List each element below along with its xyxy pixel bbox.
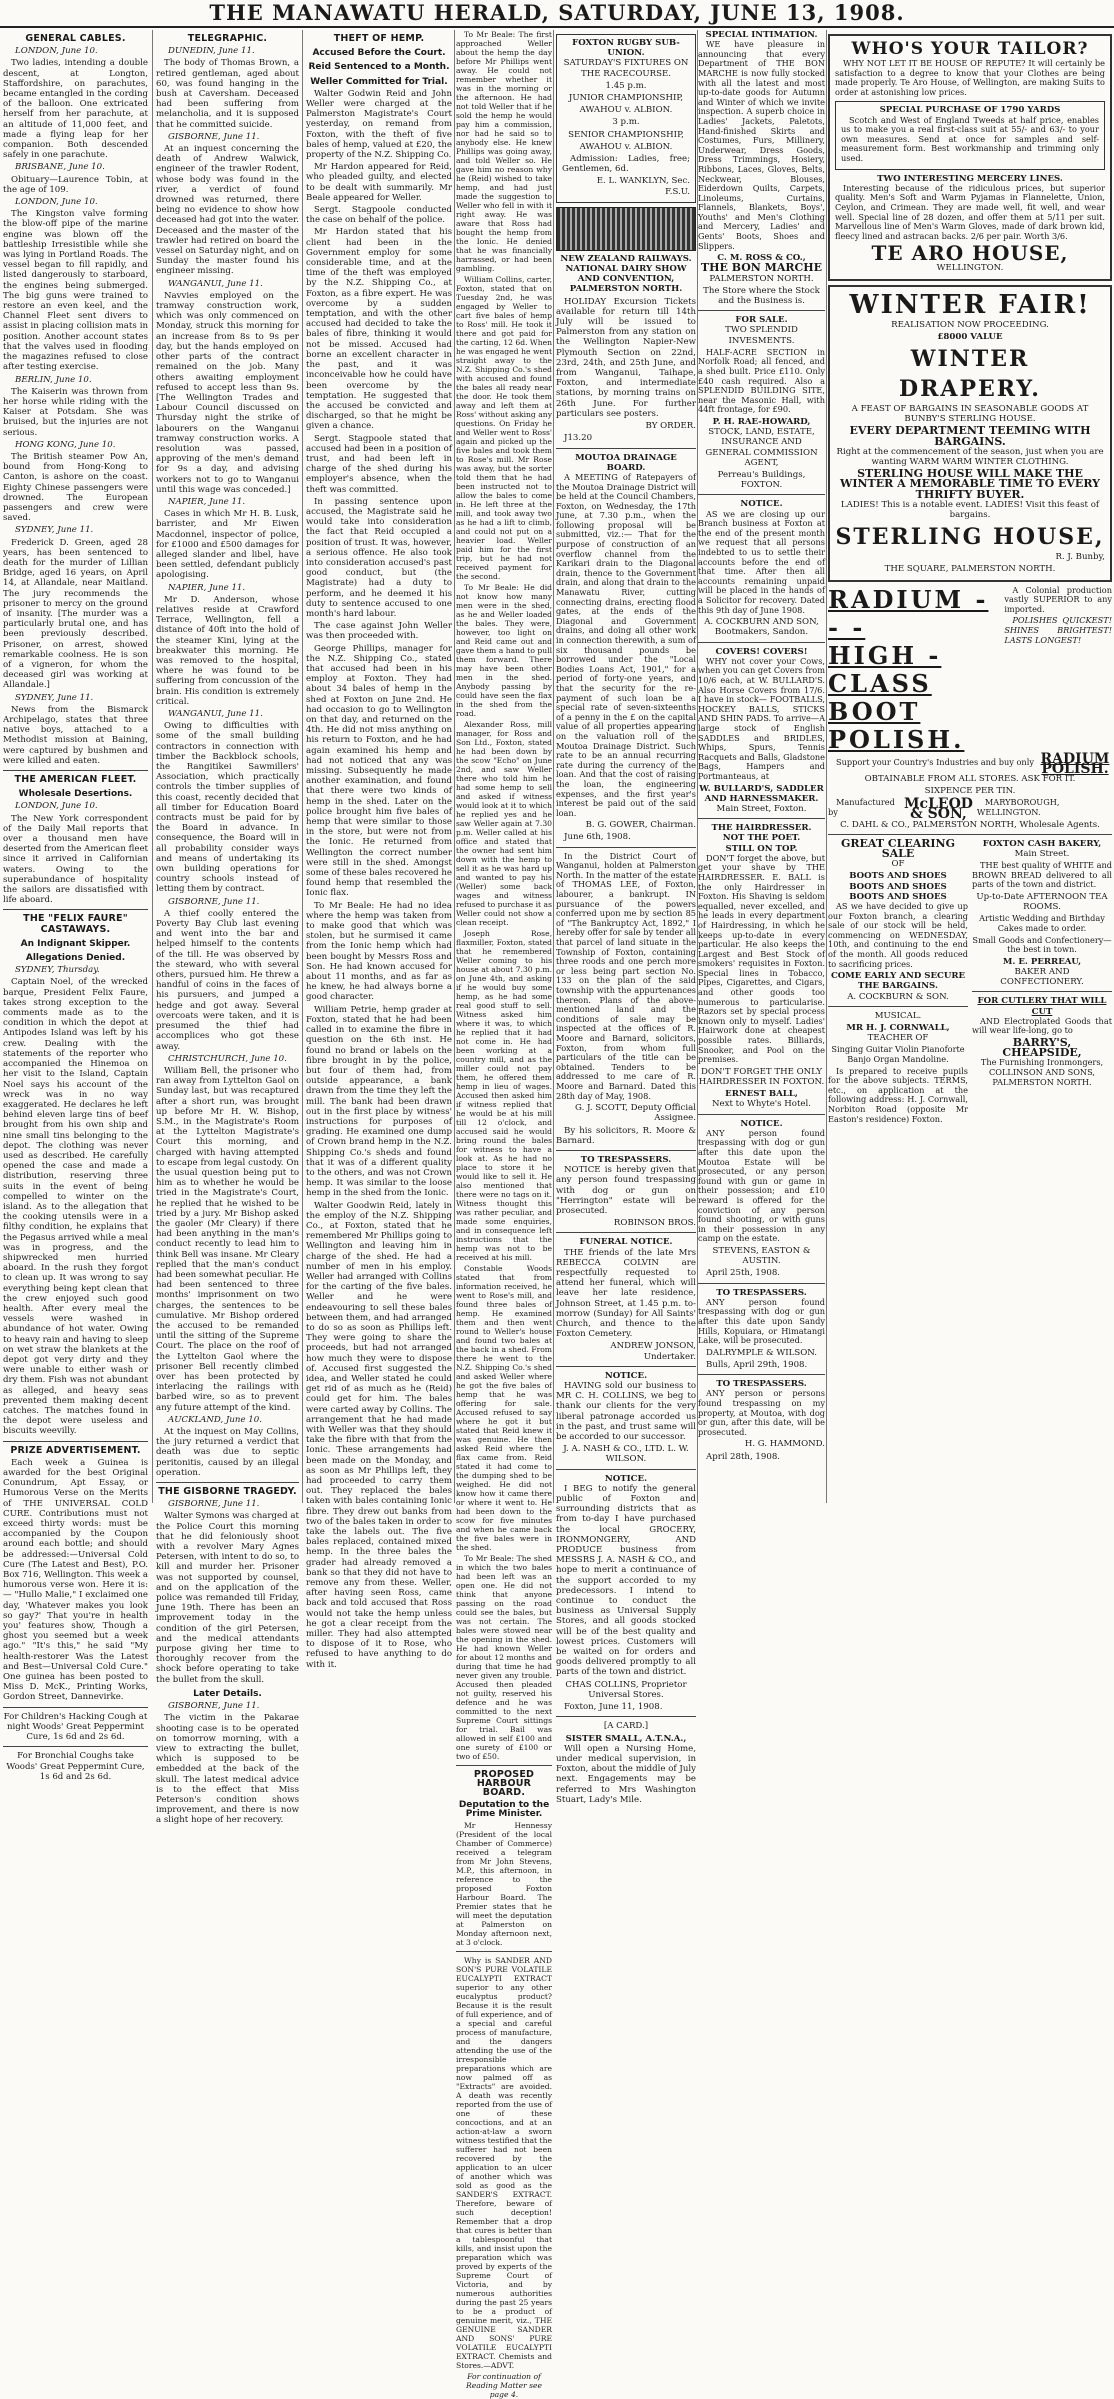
rugby-time: 1.45 p.m. <box>605 80 647 91</box>
railways-title: NEW ZEALAND RAILWAYS. <box>560 253 692 264</box>
bullard-addr: Main Street, Foxton. <box>716 803 807 814</box>
article-text: George Phillips, manager for the N.Z. Shipping Co., stated that accused had been in his employ at Foxton. They had about 34 bales of hemp in the shed at Foxton on June 2nd. He had occasion to go to Wellington on that day, and returned on the 4th. He did not miss anything on his return to Foxton, and he had again examined his hemp and had not noticed that any was missing. Subsequently he made another examination, and found that there were two kinds of hemp in the shed. Later on the police brought him five bales of hemp that were similar to those in the store, but were not from the Ionic. He returned from Wellington the correct number were still in the shed. Amongst some of these bales recovered he found hemp that resembled the Ionic flax. <box>306 643 452 899</box>
article-text: Walter Symons was charged at the Police Court this morning that he did feloniously shoot with a revolver Mary Agnes Petersen, with intent to do so, to kill and murder her. Prisoner was not supported by counsel, and on the application of the police was remanded till Friday, June 19th. There has been an improvement today in the condition of the girl Petersen, and the medical attendants purpose giving her time to thoroughly recover from the shock before operating to take the bullet from the skull. <box>156 1511 299 1685</box>
dateline: BERLIN, June 10. <box>15 374 92 385</box>
bakery-cakes: Artistic Wedding and Birthday Cakes made to order. <box>979 913 1105 933</box>
column-4 <box>556 30 696 1805</box>
rugby-time: 3 p.m. <box>612 117 640 128</box>
notice-text: HAVING sold our business to MR C. H. COLLINS, we beg to thank our clients for the very liberal patronage accorded us in the past, and trust same will be accorded to our successor. <box>556 1381 696 1443</box>
hairdresser-name: ERNEST BALL, <box>725 1089 798 1100</box>
clearing-of: OF <box>891 859 905 870</box>
sterling-owner: R. J. Bunby, <box>1055 552 1105 563</box>
bakery-title: FOXTON CASH BAKERY, <box>982 838 1102 849</box>
winter-fair-dept: EVERY DEPARTMENT TEEMING WITH BARGAINS. <box>849 424 1091 448</box>
divider <box>3 1707 148 1708</box>
winter-fair-value: £8000 VALUE <box>937 331 1003 342</box>
divider <box>698 1114 825 1115</box>
winter-drapery: WINTER DRAPERY. <box>899 345 1041 402</box>
radium-side1: A Colonial production vastly SUPERIOR to any imported. <box>1004 584 1112 614</box>
article-text: At an inquest concerning the death of Andrew Walwick, engineer of the trawler Rodent, whose body was found in the river, a verdict of found drowned was returned, there being no evidence to show how deceased had got into the water. Deceased and the master of the trawler had retired on board the vessel on Saturday night, and on Sunday the master found his engineer missing. <box>156 144 299 277</box>
column-6 <box>828 30 1112 1503</box>
tailor-mercery-title: TWO INTERESTING MERCERY LINES. <box>877 173 1063 184</box>
tailor-ad <box>828 34 1112 281</box>
divider <box>828 1006 968 1007</box>
article-text: News from the Bismarck Archipelago, states that three native boys, attached to a Methodist mission at Baining, were captured by bushmen and were killed and eaten. <box>3 704 148 766</box>
divider <box>456 1951 552 1952</box>
bankrupt-sign: G. J. SCOTT, Deputy Official Assignee. <box>575 1103 696 1124</box>
divider <box>556 1366 696 1367</box>
article-text: Mr D. Anderson, whose relatives reside at Crawford Terrace, Wellington, fell a distance of 40ft into the hold of the steamer Kini, lying at the breakwater this morning. He was removed to the hospital, where he was found to be suffering from concussion of the brain. His condition is extremely critical. <box>156 594 299 707</box>
radium-side2: POLISHES QUICKEST! SHINES BRIGHTEST! LASTS LONGEST! <box>1004 615 1112 645</box>
radium-mfr-name: McLEOD & SON, <box>904 795 973 822</box>
article-text: In passing sentence upon accused, the Magistrate said he would take into consideration the fact that Reid occupied a position of trust. It was, however, a serious offence. He also took into consideration accused's past good conduct, but (the Magistrate) had a duty to perform, and he deemed it his duty to sentence accused to one month's hard labour. <box>306 496 452 619</box>
hemp-subheading: Weller Committed for Trial. <box>310 76 448 87</box>
trespass-text: ANY person or persons found trespassing on my property, at Moutoa, with dog or gun, after this date, will be prosecuted. <box>698 1388 825 1437</box>
trespass-title: TO TRESPASSERS. <box>716 1287 807 1298</box>
bakery-ad <box>972 839 1112 1126</box>
notice-title: NOTICE. <box>604 1370 648 1381</box>
article-text: Navvies employed on the tramway construction work, which was only commenced on Monday, struck this morning for an increase from 8s to 9s per day, but the hands employed on other parts of the contract remained on the job. Many others awaiting employment refused to accept less than 9s. [The Wellington Trades and Labour Council discussed on Thursday night the strike of labourers on the Wanganui tramway construction works. A resolution was passed, approving of the men's demand for 9s a day, and advising workers not to go to Wanganui until this wage was conceded.] <box>156 290 299 495</box>
article-text: Mr Hardon stated that his client had been in the Government employ for some considerable time, and at the time of the theft was employed by the N.Z. Shipping Co., at Foxton, as a fibre expert. He was overcome by a sudden temptation, and with the other accused had decided to take the bales of fibre, thinking it would not be missed. Accused had borne an excellent character in the past, and it was inconceivable how he could have been overcome by the temptation. He suggested that the accused be convicted and discharged, so that he might be given a chance. <box>306 227 452 432</box>
clearing-line: BOOTS AND SHOES <box>849 871 947 882</box>
article-text: Alexander Ross, mill manager, for Ross and Son Ltd., Foxton, stated he had been down by the scow "Echo" on June 2nd, and saw Weller there who told him he had some hemp to sell and asked if witness would look at it to which he replied yes and he saw Weller again at 7.30 p.m. Weller called at his office and stated that the owner had sent him down with the hemp to sell it as he was hard up and wanted to pay his (Weller) some back wages and witness refused to purchase it as Weller could not show a clean receipt. <box>456 720 552 927</box>
card-label: [A CARD.] <box>603 1721 649 1732</box>
article-text: To Mr Beale: He had no idea where the hemp was taken from to make good that which was stolen, but he surmised it came from the Ionic hemp which had been bought by Messrs Ross and Son. He had known accused for about 11 months, and as far as he knew, he had always borne a good character. <box>306 900 452 1003</box>
winter-fair-title: WINTER FAIR! <box>849 289 1091 320</box>
winter-fair-slogan: STERLING HOUSE WILL MAKE THE WINTER A MEMORABLE TIME TO EVERY THRIFTY BUYER. <box>840 467 1100 501</box>
winter-fair-ladies: LADIES! This is a notable event. LADIES! Visit this feast of bargains. <box>840 499 1100 520</box>
winter-fair-feast: A FEAST OF BARGAINS IN SEASONABLE GOODS AT BUNBY'S STERLING HOUSE. <box>851 403 1089 425</box>
notice-sign: A. COCKBURN AND SON, Bootmakers, Sandon. <box>704 617 819 638</box>
article-text: The body of Thomas Brown, a retired gentleman, aged about 60, was found hanging in the bush at Caversham. Deceased had been suffering from melancholia, and it is supposed that he committed suicide. <box>156 58 299 130</box>
divider <box>698 1283 825 1284</box>
winter-fair-sub: REALISATION NOW PROCEEDING. <box>891 319 1049 330</box>
article-text: The British steamer Pow An, bound from Hong-Kong to Canton, is ashore on the coast. Eighty Chinese passengers were drowned. The European passengers and crew were saved. <box>3 451 148 524</box>
hemp-subheading: Accused Before the Court. <box>312 48 446 59</box>
railways-ref: J13.20 <box>564 433 593 444</box>
trespass-title: TO TRESPASSERS. <box>580 1154 672 1165</box>
clearing-text: AS we have decided to give up our Foxton branch, a clearing sale of our stock will be held, commencing on WEDNESDAY, 10th, and continuing to the end of the month. All goods reduced to sacrificing prices. <box>828 900 968 969</box>
divider <box>556 1469 696 1470</box>
dateline: DUNEDIN, June 11. <box>168 46 255 57</box>
trespass-sign: H. G. HAMMOND. <box>744 1439 825 1450</box>
article-text: William Petrie, hemp grader at Foxton, stated that he had been called in to examine the fibre in question on the 6th inst. He found no brand or labels on the fibre brought in by the police, but four of them had, from outside appearance, a bank drawn from the time they left the mill. The bank had been drawn out in the first place by witness' instructions for purposes of grading. He examined one dump of Crown brand hemp in the N.Z. Shipping Co.'s sheds and found that it was of a different quality to the others, and was not Crown hemp. It was similar to the loose hemp in the shed from the Ionic. <box>306 1004 452 1199</box>
divider <box>698 818 825 819</box>
dateline: AUCKLAND, June 10. <box>168 1414 262 1425</box>
bankrupt-sign2: By his solicitors, R. Moore & Barnard. <box>556 1125 696 1146</box>
radium-support-text: Support your Country's Industries and buy only <box>836 756 1034 767</box>
cutlery-firm: BARRY'S, CHEAPSIDE, <box>1002 1035 1082 1060</box>
eucalypti-advert: Why is SANDER AND SON'S PURE VOLATILE EUCALYPTI EXTRACT superior to any other eucalyptus product? Because it is the result of full experience, and of a special and careful process of manufacture, and the dangers attending the use of the irresponsible preparations which are now palmed off as "Extracts" are avoided. A death was recently reported from the use of one of these concoctions, and at an action-at-law a sworn witness testified that the sufferer had not been recovered by the application to an ulcer of another which was sold as good as the SANDER'S EXTRACT. Therefore, beware of such deception! Remember that a drop that cures is better than a tablespoonful that kills, and insist upon the preparation which was proved by experts of the Supreme Court of Victoria, and by numerous authorities during the past 25 years to be a product of genuine merit, viz., THE GENUINE SANDER AND SONS' PURE VOLATILE EUCALYPTI EXTRACT. Chemists and Stores.—ADVT. <box>456 1956 552 2370</box>
sterling-house: STERLING HOUSE, <box>835 524 1105 551</box>
dateline: NAPIER, June 11. <box>168 496 246 507</box>
bonmarche-title: SPECIAL INTIMATION. <box>705 30 818 40</box>
notice-date: April 25th, 1908. <box>706 1268 781 1279</box>
bakery-sign-desc: BAKER AND CONFECTIONERY. <box>1000 966 1084 988</box>
dateline: HONG KONG, June 10. <box>15 439 116 450</box>
article-text: Obituary—Laurence Tobin, at the age of 109. <box>3 174 148 195</box>
clearing-sale-ad <box>828 836 968 1126</box>
rugby-game: SENIOR CHAMPIONSHIP, <box>568 129 684 140</box>
dateline: GISBORNE, June 11. <box>168 1499 260 1510</box>
notice-title: NOTICE. <box>604 1473 648 1484</box>
article-text: Mr Hennessy (President of the local Chamber of Commerce) received a telegram from Mr John Stevens, M.P., this afternoon, in reference to the proposed Foxton Harbour Board. The Premier states that he will meet the deputation at Palmerston on Monday afternoon next, at 3 o'clock. <box>456 1821 552 1947</box>
hairdresser-slogan: DON'T FORGET THE ONLY HAIRDRESSER IN FOXTON. <box>698 1066 825 1088</box>
column-1 <box>3 30 148 1782</box>
divider <box>156 1482 299 1483</box>
bankrupt-text: In the District Court of Wanganui, holden at Palmerston North. In the matter of the estate of THOMAS LEE, of Foxton, labourer, a bankrupt. IN pursuance of the powers conferred upon me by section 85 of "The Bankruptcy Act, 1892," I hereby offer for sale by tender all that parcel of land situate in the Township of Foxton, containing three roods and one perch more or less being part section No. 133 on the plan of the said township with the appurtenances thereon. Plans of the above-mentioned land and the conditions of sale may be inspected at the offices of R. Moore and Barnard, solicitors, Foxton, from whom full particulars of the title can be obtained. Tenders to be addressed to me care of R. Moore and Barnard. Dated this 28th day of May, 1908. <box>556 850 696 1101</box>
cables-heading: GENERAL CABLES. <box>25 33 126 44</box>
rugby-teams: AWAHOU v. ALBION. <box>579 141 673 152</box>
article-text: The Kingston valve forming the blow-off pipe of the marine engine was blown off the battleship Irresistible while she was lying in Portland Roads. The vessel began to fill rapidly, and listed dangerously to starboard, the engines being submerged. The big guns were trained to restore an even keel, and the Channel Fleet sent divers to assist in placing collision mats in position. Another account states that the valves used in flooding the magazines refused to close after testing exercise. <box>3 209 148 373</box>
prize-heading: PRIZE ADVERTISEMENT. <box>10 1444 141 1456</box>
agent-addr: Perreau's Buildings, FOXTON. <box>717 470 806 491</box>
article-text: Frederick D. Green, aged 28 years, has been sentenced to death for the murder of Lillian Bridge, aged 16 years, on April 14, at Allandale, near Maitland. The jury recommends the prisoner to mercy on the ground of insanity. [The murder was a particularly brutal one, and has been previously described. Prisoner, on arrest, showed remarkable coolness. He is son of a vigneron, for whom the deceased girl was working at Allandale.] <box>3 537 148 691</box>
hairdresser-h3: STILL ON TOP. <box>725 843 798 854</box>
article-text: William Collins, carter, Foxton, stated that on Tuesday 2nd, he was engaged by Weller to cart five bales of hemp to Ross' mill. He took it there and got paid for the carting, 12 6d. When he was engaged he went straight away to the N.Z. Shipping Co.'s shed with accused and found the bales all ready near the door. He took them away and left them at Ross' without asking any questions. On Friday he and Weller went to Ross' again and picked up the five bales and took them to Rose's mill. Mr Rose was away, but the sorter told them that he had been instructed not to allow the bales to come in. He left three at the mill, and took away two as he had a lift to climb, and could not put on a heavier load. Weller paid him for the first trip, but he had not received payment for the second. <box>456 275 552 581</box>
article-text: William Bell, the prisoner who ran away from Lyttelton Gaol on Sunday last, but was recaptured after a short run, was brought up before Mr H. W. Bishop, S.M., in the Magistrate's Room at the Lyttelton Magistrate's Court this morning, and charged with having attempted to escape from legal custody. On the usual question being put to him as to whether he would be tried in the Magistrate's Court, he replied that he wished to be tried by a jury. Mr Bishop asked the gaoler (Mr Cleary) if there had been anything in the man's conduct recently to lead him to think Bell was insane. Mr Cleary replied that the man's conduct had been somewhat peculiar. He had been sentenced to three months' imprisonment on two charges, the sentences to be cumulative. Mr Bishop ordered the accused to be remanded until the sitting of the Supreme Court. The place on the roof of the Lyttelton Gaol where the prisoner Bell recently climbed over has been protected by interlacing the railings with barbed wire, so as to prevent any future attempt of the kind. <box>156 1065 299 1413</box>
forsale-title: FOR SALE. <box>735 315 788 326</box>
bonmarche-text: WE have pleasure in announcing that every Department of THE BON MARCHE is now fully stocked with all the latest and most up-to-date goods for Autumn and Winter of which we invite inspection. A superb choice in Ladies' Jackets, Paletots, Hand-finished Skirts and Costumes, Furs, Millinery, Underwear, Dress Goods, Dress Trimmings, Hosiery, Ribbons, Laces, Gloves, Belts, Neckwear, Blouses, Eiderdown Quilts, Carpets, Linoleums, Curtains, Flannels, Blankets, Boys', Youths' and Men's Clothing and Mercery, Ladies' and Gents' Boots, Shoes and Slippers. <box>698 39 825 251</box>
column-3 <box>306 30 452 1670</box>
radium-ad <box>828 586 1112 754</box>
rugby-ad <box>556 34 696 203</box>
bullard-title: COVERS! COVERS! <box>715 646 808 657</box>
bakery-street: Main Street. <box>1014 848 1070 859</box>
column-3b <box>456 30 552 2399</box>
hairdresser-text: DON'T forget the above, but get your shave by THE HAIRDRESSER. E. BALL is the only Hairdresser in Foxton. His Shaving is seldom equalled, never excelled, and he leads in every department of Hairdressing, in which he keeps up-to-date in every particular. He also keeps the Largest and Best Stock of smokers' requisites in Foxton. Special lines in Tobacco, Pipes, Cigarettes, and Cigars, and other goods too numerous to particularise. Razors set by special process known only to myself. Ladies' Hairwork done at cheapest possible rates. Billiards, Snooker, and Pool on the premises. <box>698 852 825 1065</box>
article-text: Sergt. Stagpoole conducted the case on behalf of the police. <box>306 205 452 226</box>
notice-text: ANY person found trespassing with dog or gun after this date upon the Moutoa Estate will be prosecuted, or any person found with gun or game in their possession; and £10 reward is offered for the conviction of any person found shooting, or with guns in their possession in any camp on the estate. <box>698 1127 825 1244</box>
article-text: To Mr Beale: The first approached Weller about the hemp the day before Mr Phillips went away. He could not remember whether it was in the morning or the afternoon. He had not told Weller that if he sold the hemp he would pay him a commission, nor had he said so to anybody else. He knew Phillips was going away, and told Weller so. He gave him no reason why he (Reid) wished to take hemp, and had just made the suggestion to Weller who fell in with it right away. He was aware that Ross had bought the hemp from the Ionic. He denied that he was financially harrassed, or had been gambling. <box>456 30 552 273</box>
faure-heading: THE "FELIX FAURE" CASTAWAYS. <box>23 913 128 935</box>
hemp-subheading: Reid Sentenced to a Month. <box>308 62 450 73</box>
tailor-special-text: Scotch and West of England Tweeds at half price, enables us to make you a real first-class suit at 55/- and 63/- to your own measures. Send at once for samples and self-measurement form. Best workmanship and trimming only used. <box>841 114 1099 163</box>
faure-subheading: Allegations Denied. <box>25 953 126 964</box>
cornwall-name: MR H. J. CORNWALL, <box>846 1022 950 1033</box>
divider <box>698 494 825 495</box>
winter-fair-text: Right at the commencement of the season, just when you are wanting WARM WARM WINTER CLOTHING. <box>836 446 1104 467</box>
article-text: Captain Noel, of the wrecked barque, President Felix Faure, takes strong exception to the comments made as to the condition in which the depot at Antipodes Island was left by his crew. Dealing with the statements of the reporter who accompanied the Hinemoa on her visit to the Island, Captain Noel says his account of the wreck was in no way exaggerated. He declares he left behind eleven large tins of beef brought from his own ship and nine small tins belonging to the depot. The clothing was never used as described. He carefully opened the case and made a distribution, reserving three suits in the event of being compelled to winter on the island. As to the allegation that the cooking utensils were in a filthy condition, he explains that the Pegasus arrived while a meal was in progress, and the shipwrecked men hurried aboard. In the rush they forgot to clean up. It was wrong to say everything being kept clean that the crew enjoyed such good health. After every meal the vessels were washed in abundance of hot water. Owing to heavy rain and having to sleep on wet straw the blankets at the depot got very dirty and they were unable to either wash or dry them. Fish was not abundant as alleged, and heavy seas prevented them making decent catches. The matches found in the depot were useless and biscuits weevilly. <box>3 977 148 1437</box>
bakery-sign: M. E. PERREAU, <box>1002 956 1082 967</box>
funeral-text: THE friends of the late Mrs REBECCA COLVIN are respectfully requested to attend her funeral, which will leave her late residence, Johnson Street, at 1.45 p.m. to-morrow (Sunday) for All Saints' Church, and thence to the Foxton Cemetery. <box>556 1247 696 1340</box>
gisborne-subheading: Later Details. <box>193 1688 262 1699</box>
divider <box>698 1374 825 1375</box>
radium-mfr-place: MARYBOROUGH, WELLINGTON. <box>976 797 1060 817</box>
article-text: Joseph Rose, flaxmiller, Foxton, stated that he remembered Weller coming to his house at about 7.30 p.m. on June 4th, and asking if he would buy some hemp, as he had some real good stuff to sell. Witness asked him where it was, to which he replied that it had not come in. He had been working at a country mill, and as the miller could not pay them, he offered them hemp in lieu of wages. Accused then asked him if witness replied that he would be at his mill till 12 o'clock, and accused said he would bring round the bales for witness to have a look at. As he had no place to store it he would like to sell it. He also mentioned that there were no tags on it. Witness thought this was rather peculiar, and made some enquiries, and in consequence left instructions that the hemp was not to be received at his mill. <box>456 929 552 1262</box>
rugby-game: JUNIOR CHAMPIONSHIP, <box>568 93 684 104</box>
cornwall-text: Is prepared to receive pupils for the above subjects. TERMS, etc., on application at the following address: H. J. Cornwall, Norbiton Road (opposite Mr Easton's residence) Foxton. <box>828 1065 968 1124</box>
divider <box>3 770 148 771</box>
article-text: A thief coolly entered the Poverty Bay Club last evening and went into the bar and helped himself to the contents of the till. He was observed by the steward, who with several others, pursued him. He threw a handful of coins in the faces of his pursuers, and jumped a hedge and got away. Several overcoats were taken, and it is presumed the thief had accomplices who got these away. <box>156 908 299 1052</box>
dateline: SYDNEY, June 11. <box>15 525 94 536</box>
bottom-ads <box>828 836 1112 1126</box>
trespass-title: TO TRESPASSERS. <box>716 1379 807 1390</box>
hairdresser-h1: THE HAIRDRESSER. <box>711 823 812 834</box>
cornwall-teacher: TEACHER OF <box>867 1033 929 1044</box>
article-text: The New York correspondent of the Daily Mail reports that over a thousand men have deserted from the American fleet since it arrived in Californian waters. Owing to the superabundance of hospitality the sailors are dissatisfied with life aboard. <box>3 813 148 906</box>
divider <box>556 847 696 848</box>
tailor-mercery-text: Interesting because of the ridiculous prices, but superior quality. Men's Soft and Warm Pyjamas in Flannelette, Union, Ceylon, and Crimean. They are made well, fit well, and wear well. Special line of 28 dozen, and offer them at 5/11 per suit. Marvellous line of Men's Warm Gloves, made of dark brown kid, fleecy lined and astracan backs. 2/6 per pair. Worth 3/6. <box>835 182 1105 241</box>
article-text: To Mr Beale: He did not know how many men were in the shed, as he and Weller loaded the bales. They were, however, too light on and Reid came out and gave them a hand to pull them forward. There may have been other men in the shed. Anybody passing by could have seen the flax in the shed from the road. <box>456 583 552 718</box>
bonmarche-store: THE BON MARCHE <box>700 261 823 275</box>
trespass-date: Bulls, April 29th, 1908. <box>706 1359 808 1370</box>
dateline: GISBORNE, June 11. <box>168 131 260 142</box>
radium-h2: HIGH - CLASS <box>828 640 942 698</box>
tailor-special-title: SPECIAL PURCHASE OF 1790 YARDS <box>879 105 1061 116</box>
dateline: LONDON, June 10. <box>15 46 98 57</box>
tailor-special <box>835 101 1105 169</box>
dateline: GISBORNE, June 11. <box>168 1701 260 1712</box>
article-text: Sergt. Stagpoole stated that accused had been in a position of trust, and had been left in charge of the shed during his employer's absence, when the theft was committed. <box>306 433 452 495</box>
notice-sign: STEVENS, EASTON & AUSTIN. <box>712 1245 811 1267</box>
dateline: WANGANUI, June 11. <box>168 278 263 289</box>
rugby-sign: E. L. WANKLYN, Sec. F.S.U. <box>596 176 690 197</box>
bonmarche-place: PALMERSTON NORTH. <box>709 273 814 284</box>
cornwall-subjects: Singing Guitar Violin Pianoforte Banjo Organ Mandoline. <box>831 1044 965 1064</box>
article-text: Cases in which Mr H. B. Lusk, barrister, and Mr Eiwen Macdonnel, inspector of police, for £1000 and £500 damages for alleged slander and libel, have been settled, defendant publicly apologising. <box>156 509 299 581</box>
divider <box>972 991 1112 992</box>
telegraphic-heading: TELEGRAPHIC. <box>187 33 268 44</box>
dateline: SYDNEY, June 11. <box>15 692 94 703</box>
sister-text: Will open a Nursing Home, under medical supervision, in Foxton, about the middle of July next. Engagements may be referred to Mrs Washington Stuart, Lady's Mile. <box>556 1743 696 1805</box>
notice-text: AS we are closing up our Branch business at Foxton at the end of the present month we request that all persons indebted to us to settle their accounts before the end of that time. After then all accounts remaining unpaid will be placed in the hands of a Solicitor for recovery. Dated this 9th day of June 1908. <box>698 508 825 615</box>
dateline: SYDNEY, Thursday. <box>15 965 100 976</box>
radium-mfr-label: Manufactured by <box>828 797 895 817</box>
hemp-heading: THEFT OF HEMP. <box>333 33 425 44</box>
funeral-sign: ANDREW JONSON, Undertaker. <box>610 1341 696 1362</box>
radium-obtain: OBTAINABLE FROM ALL STORES. ASK FOR IT. <box>864 773 1076 784</box>
notice-title: NOTICE. <box>740 1118 783 1129</box>
drainage-title: MOUTOA DRAINAGE BOARD. <box>575 452 677 473</box>
harbour-subheading: Deputation to the Prime Minister. <box>458 1800 550 1819</box>
column-rule <box>302 30 303 1503</box>
dateline: NAPIER, June 11. <box>168 582 246 593</box>
forsale-text: HALF-ACRE SECTION in Norfolk Road; all fenced, and a shed built. Price £110. Only £40 cash required. Also a SPLENDID BUILDING SITE, near the Masonic Hall, with 44ft frontage, for £90. <box>698 346 825 415</box>
rugby-admission: Admission: Ladies, free; Gentlemen, 6d. <box>562 154 690 175</box>
divider <box>3 909 148 910</box>
trespass-date: April 28th, 1908. <box>706 1451 781 1462</box>
divider <box>698 310 825 311</box>
divider <box>698 642 825 643</box>
masthead <box>0 0 1114 28</box>
dateline: CHRISTCHURCH, June 10. <box>168 1053 287 1064</box>
radium-h3: BOOT POLISH. <box>828 696 965 754</box>
bakery-text: THE best quality of WHITE and BROWN BREAD delivered to all parts of the town and district. <box>972 860 1112 890</box>
divider <box>556 448 696 449</box>
radium-h1: RADIUM - - - <box>828 584 989 642</box>
fleet-subheading: Wholesale Desertions. <box>18 789 133 800</box>
clearing-line: BOOTS AND SHOES <box>849 881 947 892</box>
radium-brand: RADIUM POLISH. <box>1040 750 1110 777</box>
article-text: Walter Goodwin Reid, lately in the employ of the N.Z. Shipping Co., at Foxton, stated that he remembered Mr Phillips going to Wellington and leaving him in charge of the shed. He had a number of men in his employ. Weller had arranged with Collins for the carting of the five bales. Weller and he were endeavouring to sell these bales between them, and had arranged to do so as soon as Phillips left. They were going to share the proceeds, but had not arranged how much they were to dispose of. Accused first suggested the idea, and Weller stated he could get rid of as much as he (Reid) could get for him. The bales were carted away by Collins. The arrangement that he had made with Weller was that they should take the fibre with that from the Ionic. These arrangements had been made on the Monday, and as soon as Mr Phillips left, they had proceeded to carry them out. They replaced the bales taken with bales containing Ionic fibre. They drew out banks from two of the bales taken in order to take the labels out. The five bales replaced, contained mixed hemp. In the three bales the grader had already removed a bank so that they did not have to remove any from these. Weller, after having seen Ross, came back and told accused that Ross would not take the hemp unless he got a clear receipt from the miller. They had also attempted to dispose of it to Rose, who refused to have anything to do with it. <box>306 1200 452 1670</box>
divider <box>3 1746 148 1747</box>
column-2 <box>156 30 299 1826</box>
cutlery-text: AND Electroplated Goods that will wear life-long, go to <box>972 1015 1112 1036</box>
drainage-sign: B. G. GOWER, Chairman. <box>585 820 696 831</box>
fleet-heading: THE AMERICAN FLEET. <box>14 774 137 786</box>
clearing-come: COME EARLY AND SECURE THE BARGAINS. <box>830 971 966 992</box>
article-text: Two ladies, intending a double descent, at Longton, Staffordshire, on parachutes, became entangled in the cording of the balloon. One extricated herself from her parachute, at an altitude of 11,000 feet, and made a flying leap for her companion. Both descended safely in one parachute. <box>3 58 148 161</box>
dateline: WANGANUI, June 11. <box>168 709 263 719</box>
notice-text: I BEG to notify the general public of Foxton and surrounding districts that as from to-day I have purchased the local GROCERY, IRONMONGERY, AND PRODUCE business from MESSRS J. A. NASH & CO., and hope to merit a continuance of the support accorded to my predecessors. I intend to continue to conduct the business as Universal Supply Stores, and all goods stocked will be of the best quality and lowest prices. Customers will be waited on for orders and goods delivered promptly to all parts of the town and district. <box>556 1483 696 1678</box>
te-aro-place: WELLINGTON. <box>936 263 1004 274</box>
agent-desc: STOCK, LAND, ESTATE, INSURANCE AND GENERAL COMMISSION AGENT, <box>705 427 818 468</box>
radium-price: SIXPENCE PER TIN. <box>924 786 1016 797</box>
harbour-heading: PROPOSED HARBOUR BOARD. <box>473 1769 535 1798</box>
bonmarche-firm: C. M. ROSS & CO., <box>717 253 806 264</box>
hairdresser-h2: NOT THE POET. <box>722 833 801 844</box>
notice-sign: J. A. NASH & CO., LTD. L. W. WILSON. <box>563 1444 689 1465</box>
hairdresser-addr: Next to Whyte's Hotel. <box>712 1099 811 1110</box>
column-rule <box>826 30 827 1503</box>
column-5 <box>698 30 825 1503</box>
cables-list <box>3 46 148 766</box>
trespass-sign: DALRYMPLE & WILSON. <box>706 1347 817 1358</box>
rugby-title: FOXTON RUGBY SUB-UNION. <box>572 38 680 59</box>
drainage-date: June 6th, 1908. <box>564 832 631 843</box>
article-text: Walter Godwin Reid and John Weller were charged at the Palmerston Magistrate's Court yesterday, on remand from Foxton, with the theft of five bales of hemp, valued at £20, the property of the N.Z. Shipping Co. <box>306 88 452 161</box>
rugby-fixtures: SATURDAY'S FIXTURES ON THE RACECOURSE. <box>563 58 689 79</box>
gisborne-heading: THE GISBORNE TRAGEDY. <box>158 1486 297 1498</box>
ad-line: For Children's Hacking Cough at night Woods' Great Peppermint Cure, 1s 6d and 2s 6d. <box>3 1711 148 1743</box>
bakery-goods: Small Goods and Confectionery—the best in town. <box>972 934 1112 955</box>
divider <box>556 1716 696 1717</box>
notice-sign: CHAS COLLINS, Proprietor Universal Stores. <box>565 1679 687 1700</box>
musical-label: MUSICAL. <box>874 1010 922 1021</box>
faure-subheading: An Indignant Skipper. <box>20 938 131 949</box>
bakery-tea: Up-to-Date AFTERNOON TEA ROOMS. <box>976 891 1108 913</box>
funeral-title: FUNERAL NOTICE. <box>579 1237 673 1248</box>
divider <box>556 1150 696 1151</box>
dateline: BRISBANE, June 10. <box>15 162 105 173</box>
column-rule <box>454 30 455 1503</box>
dateline: LONDON, June 10. <box>15 801 98 812</box>
te-aro-house: TE ARO HOUSE, <box>871 241 1069 266</box>
notice-date: Foxton, June 11, 1908. <box>564 1702 663 1713</box>
trespass-text: ANY person found trespassing with dog or gun after this date upon Sandy Hills, Kopuiara, or Himatangi Lake, will be prosecuted. <box>698 1296 825 1346</box>
cutlery-title: FOR CUTLERY THAT WILL CUT <box>977 996 1107 1017</box>
agent-name: P. H. RAE-HOWARD, <box>712 417 811 428</box>
ad-line: For Bronchial Coughs take Woods' Great Peppermint Cure, 1s 6d and 2s 6d. <box>6 1751 145 1782</box>
forsale-heading: TWO SPLENDID INVESMENTS. <box>725 325 798 346</box>
divider <box>828 834 1112 835</box>
column-rule <box>152 30 153 1503</box>
article-text: The victim in the Pakarae shooting case is to be operated on tomorrow morning, with a view to extracting the bullet, which is supposed to be embedded at the back of the skull. The latest medical advice is to the effect that Miss Peterson's condition shows improvement, and there is now a slight hope of her recovery. <box>156 1713 299 1826</box>
divider <box>556 1232 696 1233</box>
article-text: At the inquest on May Collins, the jury returned a verdict that death was due to septic peritonitis, caused by an illegal operation. <box>156 1427 299 1478</box>
sister-title: SISTER SMALL, A.T.N.A., <box>565 1733 687 1744</box>
bonmarche-note: The Store where the Stock and the Business is. <box>703 285 820 307</box>
trespass-text: NOTICE is hereby given that any person found trespassing with dog or gun on "Herrington" estate will be prosecuted. <box>556 1165 696 1216</box>
newspaper-title: THE MANAWATU HERALD, SATURDAY, JUNE 13, 1908. <box>209 0 905 25</box>
trespass-sign: ROBINSON BROS. <box>613 1218 696 1229</box>
article-text: To Mr Beale: The shed in which the two bales had been left was an open one. He did not think that anyone passing on the road could see the bales, but was not certain. The bales were stowed near the opening in the shed. He had known Weller for about 12 months and during that time he had never given any trouble. Accused then pleaded not guilty, reserved his defence and he was committed to the next Supreme Court sittings for trial. Bail was allowed in self £100 and one surety of £100 or two of £50. <box>456 1554 552 1761</box>
radium-mfr <box>828 795 1112 822</box>
tailor-text: WHY NOT LET IT BE HOUSE OF REPUTE? It will certainly be satisfaction to a degree to know that your Clothes are being made properly. Te Aro House, of Wellington, are making Suits to order at astonishing low prices. <box>835 58 1105 97</box>
bullard-text: WHY not cover your Cows, when you can get Covers from 10/6 each, at W. BULLARD'S. Also Horse Covers from 17/6. I have in stock— FOOTBALLS, HOCKEY BALLS, STICKS AND SHIN PADS. To arrive—A large stock of English SADDLES and BRIDLES, Whips, Spurs, Tennis Racquets and Balls, Gladstone Bags, Hampers and Portmanteaus, at <box>698 655 826 781</box>
locomotive-illustration <box>556 207 696 251</box>
article-text: Each week a Guinea is awarded for the best Original Conundrum, Apt Essay, or Humorous Verse on the Merits of THE UNIVERSAL COLD CURE. Contributions must not exceed thirty words: must be accompanied by the Coupon around each bottle; and should be addressed:—Universal Cold Cure (The Latest and Best), P.O. Box 716, Wellington. This week a humorous verse won. Here it is:— "Hullo Malie," I exclaimed one day, 'Whatever makes you look so gay?' That you're in health you' features show, Though a ghost you seemed but a week ago." "It's this," he said "My health-restorer Was the Latest and Best—Universal Cold Cure." One guinea has been posted to Miss D. McK., Printing Works, Gordon Street, Dannevirke. <box>3 1457 148 1703</box>
article-text: The Kaiserin was thrown from her horse while riding with the Kaiser at Potsdam. She was bruised, but the injuries are not serious. <box>3 386 148 438</box>
divider <box>3 1441 148 1442</box>
notice-title: NOTICE. <box>740 499 783 510</box>
cutlery-desc: The Furnishing Ironmongers, COLLINSON AND SONS, PALMERSTON NORTH. <box>980 1057 1104 1087</box>
divider <box>456 1765 552 1766</box>
tailor-title: WHO'S YOUR TAILOR? <box>851 39 1089 59</box>
drainage-text: A MEETING of Ratepayers of the Moutoa Drainage District will be held at the Council Chambers, Foxton, on Wednesday, the 17th June, at 7.30 p.m., when the following proposal will be submitted, viz.:— That for the purpose of construction of an overflow channel from the Karikari drain to the Diagonal drain, thence to the Government drain, and along that drain to the Manawatu River, cutting connecting drains, erecting flood gates, at the ends of the Diagonal and Government drains, and doing all other work in connection therewith, a sum of six thousand pounds be borrowed under the "Local Bodies Loans Act, 1901," for a period of forty-one years, and that the security for the re-payment of such loan be a special rate of seven-sixteenths of a penny in the £ on the capital value of all properties appearing on the valuation roll of the Moutoa Drainage District. Such rate to be an annual recurring rate during the currency of the loan. And that the cost of raising the loan, the engineering expenses, and the first year's interest be paid out of the said loan. <box>556 471 696 818</box>
radium-agents: C. DAHL & CO., PALMERSTON NORTH, Wholesale Agents. <box>840 819 1100 830</box>
railways-sign: BY ORDER. <box>645 421 696 432</box>
column-rule <box>553 30 554 1503</box>
clearing-sign: A. COCKBURN & SON. <box>847 991 949 1002</box>
winter-fair-ad <box>828 285 1112 582</box>
radium-support <box>828 750 1112 777</box>
sterling-addr: THE SQUARE, PALMERSTON NORTH. <box>884 564 1056 575</box>
article-text: Owing to difficulties with some of the small building contractors in connection with timber the Backblock schools, the Rangitikei Sawmillers' Association, which practically controls the timber supplies of this coast, recently decided that all timber for Education Board contracts must be paid for by the Board in advance. In consequence, the Board will in all probability consider ways and means of undertaking its own building operations for country schools instead of letting them by contract. <box>156 721 299 895</box>
bullard-sign: W. BULLARD'S, SADDLER AND HARNESSMAKER. <box>699 783 824 804</box>
rugby-teams: AWAHOU v. ALBION. <box>579 105 673 116</box>
railways-event: NATIONAL DAIRY SHOW AND CONVENTION, PALMERSTON NORTH. <box>565 264 687 295</box>
clearing-line: BOOTS AND SHOES <box>849 891 947 902</box>
dateline: LONDON, June 10. <box>15 197 98 208</box>
article-text: The case against John Weller was then proceeded with. <box>306 621 452 642</box>
clearing-title: GREAT CLEARING SALE <box>840 836 955 860</box>
article-text: Constable Woods stated that from information received, he went to Rose's mill, and found three bales of hemp. He examined them and then went round to Weller's house and found two bales at the back in a shed. From there he went to the N.Z. Shipping Co.'s shed and asked Weller where he got the five bales of hemp that he was offering for sale. Accused refused to say where he got it but stated that Reid knew it was genuine. He then asked Reid where the flax came from. Reid stated it had come to the dumping shed to be weighed. He did not know how it came there or where it went to. He had been down to the scow for five minutes and when he came back the five bales were in the shed. <box>456 1264 552 1552</box>
dateline: GISBORNE, June 11. <box>168 896 260 907</box>
railways-text: HOLIDAY Excursion Tickets available for return till 14th July will be issued to Palmerston from any station on the Wellington Napier-New Plymouth Section on 22nd, 23rd, 24th, and 25th June, and from Wanganui, Taihape, Foxton, and intermediate stations, by morning trains on 26th June. For further particulars see posters. <box>556 296 696 419</box>
article-text: Mr Hardon appeared for Reid, who pleaded guilty, and elected to be dealt with summarily. Mr Beale appeared for Weller. <box>306 162 452 203</box>
continuation-note: For continuation of Reading Matter see page 4. <box>465 2372 543 2399</box>
